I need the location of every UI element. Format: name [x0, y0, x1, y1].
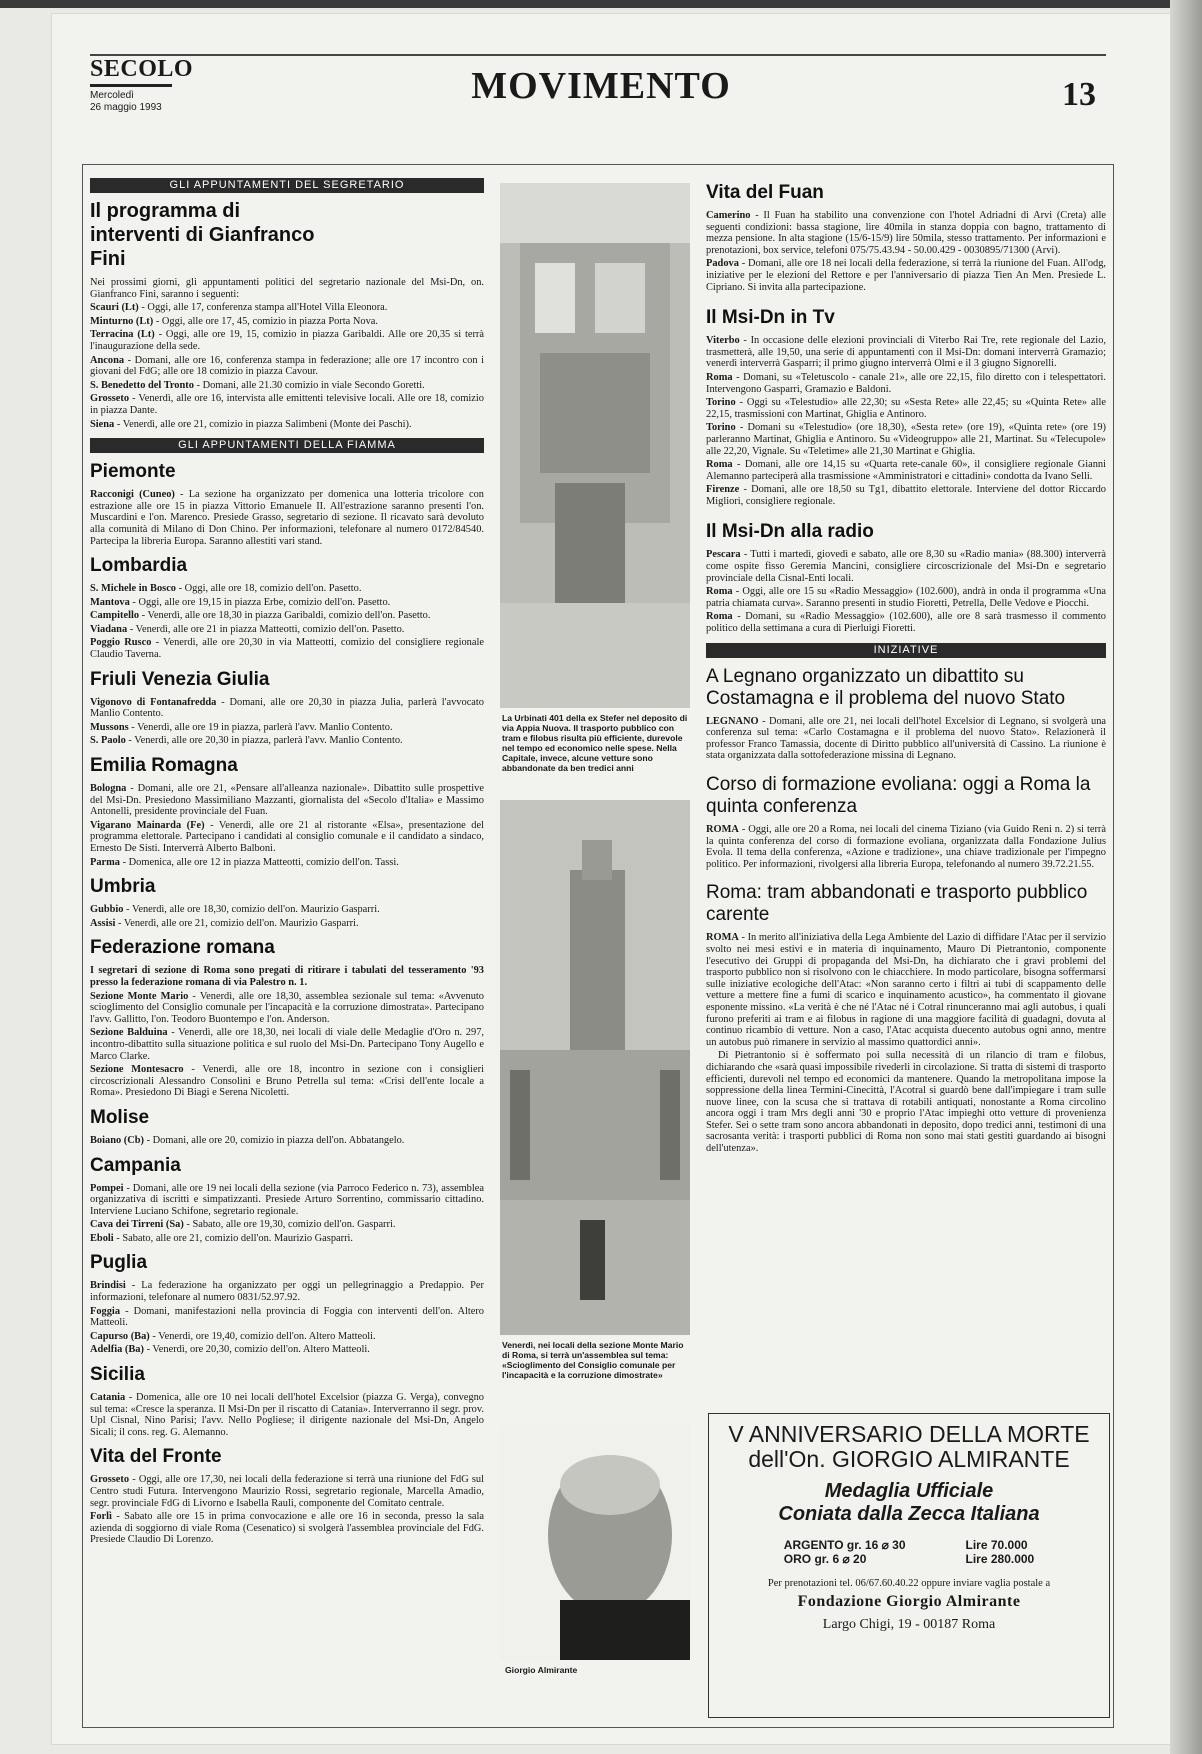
entry-place: Adelfia (Ba) [90, 1344, 144, 1356]
article-legnano: LEGNANO - Domani, alle ore 21, nei locali dell'hotel Excelsior di Legnano, si svolgerà una conferenza sul tema: «Carlo Costamagna e il problema del nuovo Stato». Relazionerà il professor Franco Tamassia, docente di Diritto pubblico all'università di Cassino. La riunione è stata organizzata dalla sottofederazione missina di Legnano. [706, 715, 1106, 762]
section-bar-iniziative: INIZIATIVE [706, 643, 1106, 658]
photo-abandoned-tram [500, 183, 690, 708]
entry-text: - Venerdì, alle ore 21 al ristorante «Elsa», presentazione del programma elettorale. Partecipano i candidati al consiglio comunale e il candidato a sindaco, Ernesto De Sisti. Interverrà Alberto Balboni. [90, 819, 484, 854]
fuan-entry [706, 258, 1106, 293]
entry-place: Assisi [90, 917, 116, 929]
entry-place: Sezione Monte Mario [90, 990, 189, 1002]
region-entry [90, 735, 484, 747]
entry-text: - Oggi, alle ore 17, 45, comizio in piazza Porta Nova. [153, 315, 378, 327]
region-heading: Friuli Venezia Giulia [90, 668, 270, 690]
entry-place: Forlì [90, 1511, 112, 1523]
entry-text: - Venerdì, alle ore 21, comizio in piazza Salimbeni (Monte dei Paschi). [114, 418, 412, 430]
region-entry [90, 1331, 484, 1343]
tv-entry [706, 484, 1106, 507]
entry-text: - Domani, alle ore 20,30 in piazza Julia, parlerà l'avvocato Manlio Contento. [90, 696, 484, 720]
fini-entry [90, 302, 484, 314]
entry-place: Brindisi [90, 1280, 126, 1292]
photo-campidoglio [500, 800, 690, 1335]
entry-place: Bologna [90, 783, 127, 795]
entry-place: Parma [90, 856, 121, 868]
caption-tram: La Urbinati 401 della ex Stefer nel deposito di via Appia Nuova. Il trasporto pubblico con tram e filobus risulta più efficiente, durevole nel tempo ed economico nelle spese. Nella Capitale, invece, alcune vetture sono abbandonate da ben tredici anni [502, 713, 688, 773]
region-entry [90, 1344, 484, 1356]
entry-place: Mantova [90, 596, 130, 608]
ad-anniversary: V ANNIVERSARIO DELLA MORTE [728, 1421, 1090, 1447]
entry-text: - Domani su «Telestudio» (ore 18,30), «Sesta rete» (ore 19), «Quinta rete» (ore 19) parleranno Martinat, Ghiglia e Antinoro. Su «Videogruppo» alle 21, Martinat. Su «Telecupole» alle 22,20, Vignale. Su «Teletime» alle 21,30 Martinat e Ghiglia. [706, 422, 1106, 457]
headline-legnano: A Legnano organizzato un dibattito su Costamagna e il problema del nuovo Stato [706, 665, 1066, 709]
radio-entry [706, 611, 1106, 634]
entry-place: Grosseto [90, 1474, 130, 1486]
entry-text: - Domenica, alle ore 12 in piazza Matteotti, comizio dell'on. Tassi. [120, 856, 399, 868]
ad-silver: ARGENTO gr. 16 ⌀ 30 [783, 1538, 906, 1552]
region-entry [90, 783, 484, 818]
region-entry [90, 610, 484, 622]
article-tram-p1: ROMA - In merito all'iniziativa della Lega Ambiente del Lazio di diffidare l'Atac per il servizio svolto nei mesi estivi e in materia di inquinamento, Mauro Di Pietrantonio, componente l'esecutivo dei Gruppi di propaganda del Msi-Dn, ha dichiarato che i gravi problemi del trasporto pubblico non si risolvono con le chiacchiere. In modo particolare, bisogna soffermarsi sulle iniziative ecologiche dell'Atac: «Non saranno certo i filtri ai tubi di scappamento delle vetture a mettere fine a fumi di scarico e inquinamento acustico», ha commentato il giovane esponente missino. «La verità è che né l'Atac né i Cotral rinunceranno mai agli autobus, i quali furono preferiti ai tram e ai filobus in ragione di una maggiore facilità di guadagni, dovuta al continuo ricambio di vetture. Non a caso, l'Atac acquista duecento autobus ogni anno, mentre un autobus può rimanere in servizio al massimo quattordici anni». [706, 932, 1106, 1048]
entry-text: - Oggi su «Telestudio» alle 22,30; su «Sesta Rete» alle 22,45; su «Quinta Rete» alle 22,15, trasmissioni con Martinat, Ghiglia e Antinoro. [706, 397, 1106, 420]
entry-text: - Venerdì, alle ore 18,30 in piazza Garibaldi, comizio dell'on. Pasetto. [139, 610, 431, 622]
entry-place: Roma [706, 371, 733, 383]
fini-entry [90, 316, 484, 328]
section-title: MOVIMENTO [471, 65, 731, 107]
ad-gold: ORO gr. 6 ⌀ 20 [783, 1552, 867, 1566]
region-entry [90, 1233, 484, 1245]
entry-text: - Venerdì, alle ore 20,30 in via Matteotti, comizio del consigliere regionale Claudio Taverna. [90, 637, 484, 661]
region-entry [90, 1306, 484, 1329]
headline-fini: Il programma di interventi di Gianfranco Fini [90, 200, 315, 270]
entry-text: - Venerdì, alle ore 21 in piazza Matteotti, comizio dell'on. Pasetto. [127, 623, 405, 635]
weekday: Mercoledì [90, 90, 134, 101]
entry-place: Camerino [706, 210, 751, 221]
region-heading: Sicilia [90, 1364, 145, 1386]
tram-photo-graphic [500, 183, 690, 708]
entry-place: Gubbio [90, 904, 124, 916]
scan-right-shadow [1170, 0, 1202, 1754]
fini-entry [90, 355, 484, 378]
entry-text: - Oggi, alle 17, conferenza stampa all'Hotel Villa Eleonora. [138, 302, 388, 314]
section-bar-segretario: GLI APPUNTAMENTI DEL SEGRETARIO [90, 178, 484, 193]
entry-place: Catania [90, 1392, 126, 1404]
entry-place: Terracina (Lt) [90, 329, 155, 341]
region-heading: Campania [90, 1154, 181, 1176]
region-entry [90, 637, 484, 660]
entry-text: - Oggi, alle ore 15 su «Radio Messaggio» (102.600), andrà in onda il programma «Una patria chiamata curva». Saranno presenti in studio Fioretti, Petrella, Delle Vedove e Piocchi. [706, 586, 1106, 609]
dateline-tram: ROMA [706, 932, 739, 944]
entry-text: - Domani, alle ore 19 nei locali della sezione (via Parroco Federico n. 73), assemblea organizzativa di iscritti e simpatizzanti. Presiede Arturo Sorrentino, commissario cittadino. Interviene Luciano Schifone, segretario regionale. [90, 1182, 484, 1217]
region-entry [90, 857, 484, 869]
ad-medal: Medaglia Ufficiale [824, 1480, 994, 1502]
entry-place: Campitello [90, 610, 140, 622]
entry-text: - Domani, alle ore 21, «Pensare all'alleanza nazionale». Dibattito sulle prospettive del Msi-Dn. Presiedono Massimiliano Mazzanti, giornalista del «Secolo d'Italia» e Massimo Antonelli, presidente provinciale del Fuan. [90, 783, 484, 818]
entry-place: Roma [706, 459, 733, 471]
fini-intro: Nei prossimi giorni, gli appuntamenti politici del segretario nazionale del Msi-Dn, on. Gianfranco Fini, saranno i seguenti: [90, 277, 484, 300]
entry-place: Scauri (Lt) [90, 302, 139, 314]
region-heading: Lombardia [90, 555, 188, 577]
headline-tv: Il Msi-Dn in Tv [706, 307, 835, 329]
entry-place: Sezione Montesacro [90, 1064, 184, 1076]
entry-text: - Domani, alle ore 18,50 su Tg1, dibattito elettorale. Interviene del dottor Riccardo Migliori, consigliere regionale. [706, 484, 1106, 507]
region-heading: Emilia Romagna [90, 755, 238, 777]
entry-place: Ancona [90, 354, 125, 366]
region-entry [90, 697, 484, 720]
entry-text: - In occasione delle elezioni provinciali di Viterbo Rai Tre, rete regionale del Lazio, trasmetterà, alle 19,50, una serie di appuntamenti con il Msi-Dn: domani interverrà Gramazio; venerdì interverrà Gasparri; il primo giugno interverrà Olmi e il 3 giugno Signorelli. [706, 335, 1106, 370]
entry-place: Racconigi (Cuneo) [90, 489, 175, 501]
region-entry [90, 820, 484, 855]
entry-text: - Sabato, alle ore 21, comizio dell'on. Maurizio Gasparri. [113, 1232, 354, 1244]
entry-text: - Sabato alle ore 15 in prima convocazione e alle ore 16 in seconda, presso la sala azienda di soggiorno di viale Roma (Cesenatico) si svolgerà l'assemblea provinciale del FdG. Presiede Claudio Di Lorenzo. [90, 1511, 484, 1546]
ad-silver-price: Lire 70.000 [965, 1538, 1028, 1552]
fini-entry [90, 419, 484, 431]
region-entry [90, 1280, 484, 1303]
region-entry [90, 597, 484, 609]
entry-place: Firenze [706, 484, 740, 496]
entry-text: - Oggi, alle ore 17,30, nei locali della federazione si terrà una riunione del FdG sul Centro studi Futura. Intervengono Maurizio Rossi, segretario regionale, Marcella Amadio, segr. provinciale FdG di Livorno e Isabella Rauli, componente del Comitato centrale. [90, 1474, 484, 1509]
entry-text: - La federazione ha organizzato per oggi un pellegrinaggio a Predappio. Per informazioni, telefonare al numero 0831/52.97.92. [90, 1280, 484, 1304]
tv-entry [706, 422, 1106, 457]
entry-place: Vigarano Mainarda (Fe) [90, 819, 205, 831]
masthead-rule [90, 54, 1106, 56]
dateline-evola: ROMA [706, 824, 739, 835]
caption-monte-mario: Venerdì, nei locali della sezione Monte Mario di Roma, si terrà un'assemblea sul tema: «Scioglimento del Consiglio comunale per l'incapacità e la corruzione dimostrate» [502, 1340, 684, 1380]
fini-schedule-list [90, 302, 484, 430]
ad-foundation: Fondazione Giorgio Almirante [797, 1593, 1021, 1610]
entry-place: Pompei [90, 1182, 124, 1194]
entry-text: - Venerdì, alle ore 19 in piazza, parlerà l'avv. Manlio Contento. [128, 721, 393, 733]
fini-entry [90, 393, 484, 416]
entry-place: Poggio Rusco [90, 637, 152, 649]
entry-text: - La sezione ha organizzato per domenica una lotteria tricolore con estrazione alle ore 15 in piazza Vittorio Emanuele II. All'estrazione saranno presenti l'on. Muscardini e l'on. Marenco. Presiede Grasso, segretario di sezione. Il ricavato sarà devoluto alla comunità di Milano di Don Chino. Per informazioni, telefonare al numero 0172/84540. Partecipa la libreria Europa. Saranno allestiti vari stand. [90, 489, 484, 547]
fini-entry [90, 380, 484, 392]
scan-top-border [0, 0, 1202, 8]
entry-place: Foggia [90, 1305, 121, 1317]
region-entry [90, 1219, 484, 1231]
ad-address: Largo Chigi, 19 - 00187 Roma [822, 1617, 996, 1632]
page-number: 13 [1062, 76, 1096, 113]
ad-name: dell'On. GIORGIO ALMIRANTE [748, 1446, 1070, 1472]
entry-place: I segretari di sezione di Roma sono pregati di ritirare i tabulati del tesseramento '93 presso la federazione romana di via Palestro n. 1. [90, 965, 484, 988]
entry-text: - Domenica, alle ore 10 nei locali dell'hotel Excelsior (piazza G. Verga), convegno sul tema: «Cresce la speranza. Il Msi-Dn per il riscatto di Catania». Interverranno il segr. prov. Upl Cisnal, Nino Parisi; l'avv. Nello Pogliese; il dirigente nazionale del Msi-Dn, Angelo Sicali; il cons. reg. G. Alemanno. [90, 1392, 484, 1438]
issue-date: 26 maggio 1993 [90, 102, 162, 113]
headline-radio: Il Msi-Dn alla radio [706, 521, 874, 543]
entry-text: - Venerdì, alle ore 18,30, assemblea sezionale sul tema: «Avvenuto scioglimento del Consiglio comunale per l'incapacità e la corruzione dimostrata». Partecipano l'avv. Gallitto, l'on. Teodoro Buontempo e l'on. Anderson. [90, 990, 484, 1025]
entry-place: S. Benedetto del Tronto [90, 379, 194, 391]
radio-entry [706, 549, 1106, 584]
ad-gold-price: Lire 280.000 [965, 1552, 1035, 1566]
regions-list [90, 461, 484, 1546]
entry-place: Torino [706, 422, 736, 434]
entry-text: - Domani, su «Radio Messaggio» (102.600), alle ore 8 sarà trasmesso il commento politico della settimana a cura di Pierluigi Fioretti. [706, 611, 1106, 635]
column-vita-tv-iniziative [706, 182, 1106, 1157]
entry-place: Roma [706, 586, 733, 598]
entry-text: - Domani, alle ore 14,15 su «Quarta rete-canale 60», il consigliere regionale Gianni Alemanno parteciperà alla trasmissione «Amministratori e cittadini» condotta da Ivano Selli. [706, 459, 1106, 482]
ad-mint: Coniata dalla Zecca Italiana [778, 1503, 1040, 1525]
entry-text: - Venerdì, alle ore 21, comizio dell'on. Maurizio Gasparri. [115, 917, 359, 929]
entry-place: S. Michele in Bosco [90, 583, 177, 595]
entry-place: Padova [706, 258, 739, 270]
region-entry [90, 1064, 484, 1099]
tv-entry [706, 397, 1106, 420]
region-entry [90, 1511, 484, 1546]
fuan-entry [706, 210, 1106, 256]
entry-text: - Domani, alle ore 16, conferenza stampa in federazione; alle ore 17 incontro con i giovani del FdG; alle ore 18 comizio in piazza Cavour. [90, 354, 484, 378]
region-entry [90, 489, 484, 547]
entry-text: - Il Fuan ha stabilito una convenzione con l'hotel Adriadni di Arvi (Creta) alle seguenti condizioni: bassa stagione, lire 40mila in stanza doppia con bagno, trattamento di mezza pensione. In alta stagione (15/6-15/9) lire 50mila, stesso trattamento. Per informazioni e prenotazioni, box service, telefoni 075/75.43.94 - 50.00.429 - 0030895/71300 (Arvi). [706, 210, 1106, 256]
region-entry [90, 965, 484, 988]
fini-entry [90, 329, 484, 352]
entry-text: - Venerdì, alle ore 18, incontro in sezione con i consiglieri circoscrizionali Alessandro Consolini e Bruno Petrella sul tema: «Crisi dell'ente locale a Roma». Presiedono Di Biagi e Serena Nicoletti. [90, 1064, 484, 1099]
ad-prices [709, 1538, 1109, 1566]
entry-place: Siena [90, 418, 115, 430]
region-entry [90, 722, 484, 734]
entry-place: Capurso (Ba) [90, 1330, 150, 1342]
entry-place: Cava dei Tirreni (Sa) [90, 1219, 184, 1231]
article-tram-p2: Di Pietrantonio si è soffermato poi sulla necessità di un rilancio di tram e filobus, dichiarando che «sarà quasi impossibile rivederli in circolazione. Si tratta di sistemi di trasporto efficienti, durevoli nel tempo ed economici da mantenere. Quando la metropolitana impose la soppressione della linea Termini-Cinecittà, l'Acotral si guardò bene dall'impiegare i tram sulle nuove linee, con la scusa che si trattava di rotabili antiquati, nonostante a Roma circolino ancora oggi i tram Mrs degli anni '30 e proprio l'Atac impieghi otto vetture di provenienza Stefer. Sei o sette tram sono ancora abbandonati in deposito, dopo tredici anni, testimoni di una sacrosanta verità: i trasporti pubblici di Roma non sono mai stati gestiti guardando ai bisogni dell'utenza». [706, 1050, 1106, 1155]
entry-place: Viterbo [706, 335, 740, 347]
entry-text: - Sabato, alle ore 19,30, comizio dell'on. Gasparri. [183, 1219, 396, 1231]
region-entry [90, 1027, 484, 1062]
region-heading: Vita del Fronte [90, 1446, 222, 1468]
region-entry [90, 904, 484, 916]
campidoglio-photo-graphic [500, 800, 690, 1335]
newspaper-logo: SECOLO [90, 56, 194, 82]
column-appuntamenti [90, 178, 484, 1548]
entry-text: - Venerdì, alle ore 16, intervista alle emittenti televisive locali. Alle ore 18, comizio in piazza Dante. [90, 393, 484, 416]
tv-entry [706, 459, 1106, 482]
almirante-medal-ad [708, 1413, 1110, 1718]
portrait-graphic [500, 1425, 690, 1660]
section-bar-fiamma: GLI APPUNTAMENTI DELLA FIAMMA [90, 438, 484, 453]
entry-text: - Oggi, alle ore 19, 15, comizio in piazza Garibaldi. Alle ore 20,35 si terrà l'inaugurazione della sede. [90, 329, 484, 352]
entry-place: Grosseto [90, 393, 130, 405]
photo-almirante-portrait [500, 1425, 690, 1660]
entry-place: Torino [706, 397, 736, 409]
entry-text: - Domani, manifestazioni nella provincia di Foggia con interventi dell'on. Altero Matteoli. [90, 1305, 484, 1329]
entry-place: Eboli [90, 1232, 114, 1244]
tv-entry [706, 372, 1106, 395]
region-heading: Molise [90, 1106, 150, 1128]
entry-text: - Domani, alle ore 20, comizio in piazza dell'on. Abbatangelo. [143, 1134, 405, 1146]
entry-text: - Venerdì, alle ore 18,30, nei locali di viale delle Medaglie d'Oro n. 297, incontro-dibattito sulla situazione politica e sul ruolo del Msi-Dn. Partecipano Tony Augello e Marco Clarke. [90, 1027, 484, 1062]
entry-text: - Venerdì, alle ore 18,30, comizio dell'on. Maurizio Gasparri. [123, 904, 380, 916]
dateline-legnano: LEGNANO [706, 715, 759, 727]
region-heading: Piemonte [90, 461, 176, 483]
tv-list [706, 335, 1106, 507]
entry-text: - Domani, alle 21.30 comizio in viale Secondo Goretti. [193, 379, 425, 391]
region-heading: Umbria [90, 876, 156, 898]
headline-tram: Roma: tram abbandonati e trasporto pubblico carente [706, 882, 1088, 926]
entry-place: Sezione Balduina [90, 1027, 168, 1039]
article-evola: ROMA - Oggi, alle ore 20 a Roma, nei locali del cinema Tiziano (via Guido Reni n. 2) si terrà la quinta conferenza del corso di formazione evoliana, organizzata dalla Fondazione Julius Evola. Il tema della conferenza, «Azione e tradizione», una chiave tradizionale per l'impegno politico. Per informazioni, rivolgersi alla libreria Europa, telefonando al numero 39.72.21.55. [706, 824, 1106, 870]
headline-evola: Corso di formazione evoliana: oggi a Roma la quinta conferenza [706, 774, 1091, 817]
entry-text: - Oggi, alle ore 19,15 in piazza Erbe, comizio dell'on. Pasetto. [129, 596, 391, 608]
entry-text: - Oggi, alle ore 18, comizio dell'on. Pasetto. [176, 583, 362, 595]
region-heading: Puglia [90, 1252, 148, 1274]
region-entry [90, 583, 484, 595]
entry-text: - Domani, alle ore 18 nei locali della federazione, si terrà la riunione del Fuan. All'odg, iniziative per le elezioni del Rettore e per l'anniversario di piazza Tien An Men. Presiede L. Cipriano. Si invita alla partecipazione. [706, 258, 1106, 293]
region-entry [90, 1135, 484, 1147]
region-heading: Federazione romana [90, 937, 275, 959]
caption-almirante: Giorgio Almirante [505, 1665, 578, 1675]
entry-place: Roma [706, 611, 733, 623]
headline-fuan: Vita del Fuan [706, 182, 824, 203]
entry-place: Minturno (Lt) [90, 315, 154, 327]
region-entry [90, 1392, 484, 1438]
region-entry [90, 624, 484, 636]
entry-text: - Venerdì, ore 19,40, comizio dell'on. Altero Matteoli. [149, 1330, 376, 1342]
entry-place: Boiano (Cb) [90, 1134, 144, 1146]
tv-entry [706, 335, 1106, 370]
region-entry [90, 918, 484, 930]
region-entry [90, 1474, 484, 1509]
fuan-list [706, 210, 1106, 293]
entry-place: Pescara [706, 549, 741, 561]
radio-entry [706, 586, 1106, 609]
entry-place: Viadana [90, 623, 128, 635]
entry-text: - Venerdì, alle ore 20,30 in piazza, parlerà l'avv. Manlio Contento. [125, 735, 403, 747]
region-entry [90, 1183, 484, 1218]
entry-text: - Domani, su «Teletuscolo - canale 21», alle ore 22,15, filo diretto con i telespettatori. Intervengono Gasparri, Gramazio e Baldoni. [706, 371, 1106, 395]
entry-text: - Tutti i martedì, giovedì e sabato, alle ore 8,30 su «Radio mania» (88.300) interverrà come ospite fisso Geremia Mancini, consigliere circoscrizionale del Msi-Dn e segretario provinciale della Cisnal-Enti locali. [706, 549, 1106, 584]
ad-booking: Per prenotazioni tel. 06/67.60.40.22 oppure inviare vaglia postale a [767, 1578, 1051, 1589]
entry-place: Vigonovo di Fontanafredda [90, 696, 217, 708]
entry-place: Mussons [90, 721, 129, 733]
entry-place: S. Paolo [90, 735, 126, 747]
radio-list [706, 549, 1106, 634]
region-entry [90, 991, 484, 1026]
entry-text: - Venerdì, ore 20,30, comizio dell'on. Altero Matteoli. [143, 1344, 370, 1356]
